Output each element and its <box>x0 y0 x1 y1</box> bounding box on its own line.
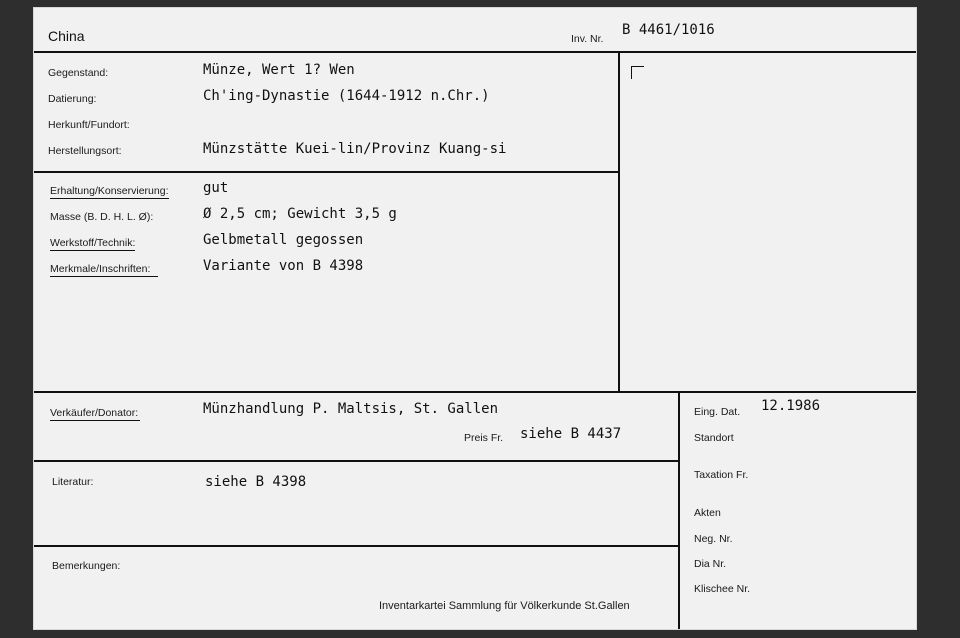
gegenstand-value: Münze, Wert 1? Wen <box>203 62 355 78</box>
literatur-value: siehe B 4398 <box>205 474 307 490</box>
photo-corner-mark <box>631 66 644 79</box>
herkunft-label: Herkunft/Fundort: <box>48 119 130 131</box>
klischee-nr-label: Klischee Nr. <box>694 583 751 595</box>
institution-footer: Inventarkartei Sammlung für Völkerkunde St.Gallen <box>379 600 630 612</box>
bemerkungen-label: Bemerkungen: <box>52 560 121 572</box>
inventory-number-label: Inv. Nr. <box>571 33 604 45</box>
dia-nr-label: Dia Nr. <box>694 558 727 570</box>
masse-label: Masse (B. D. H. L. Ø): <box>50 211 154 223</box>
catalog-card <box>33 7 917 630</box>
vertical-divider-upper <box>618 51 620 392</box>
datierung-value: Ch'ing-Dynastie (1644-1912 n.Chr.) <box>203 88 490 104</box>
werkstoff-value: Gelbmetall gegossen <box>203 232 364 248</box>
verkaeufer-label: Verkäufer/Donator: <box>50 407 139 419</box>
taxation-label: Taxation Fr. <box>694 469 749 481</box>
preis-value: siehe B 4437 <box>520 426 622 442</box>
vertical-divider-lower <box>678 391 680 629</box>
herstellungsort-value: Münzstätte Kuei-lin/Provinz Kuang-si <box>203 141 507 157</box>
literature-divider <box>34 545 679 547</box>
region-title: China <box>48 28 85 44</box>
standort-label: Standort <box>694 432 734 444</box>
masse-value: Ø 2,5 cm; Gewicht 3,5 g <box>203 206 397 222</box>
werkstoff-label: Werkstoff/Technik: <box>50 237 136 249</box>
erhaltung-value: gut <box>203 180 229 196</box>
erhaltung-label: Erhaltung/Konservierung: <box>50 185 169 197</box>
header-divider <box>34 51 916 53</box>
datierung-label: Datierung: <box>48 93 97 105</box>
eing-dat-value: 12.1986 <box>761 398 821 414</box>
object-divider <box>34 171 619 173</box>
middle-divider <box>34 391 916 393</box>
preis-label: Preis Fr. <box>464 432 504 444</box>
acquisition-divider <box>34 460 679 462</box>
gegenstand-label: Gegenstand: <box>48 67 109 79</box>
literatur-label: Literatur: <box>52 476 94 488</box>
merkmale-label: Merkmale/Inschriften: <box>50 263 158 277</box>
eing-dat-label: Eing. Dat. <box>694 406 741 418</box>
verkaeufer-value: Münzhandlung P. Maltsis, St. Gallen <box>203 401 499 417</box>
neg-nr-label: Neg. Nr. <box>694 533 733 545</box>
herstellungsort-label: Herstellungsort: <box>48 145 122 157</box>
akten-label: Akten <box>694 507 721 519</box>
inventory-number-value: B 4461/1016 <box>622 22 715 38</box>
merkmale-value: Variante von B 4398 <box>203 258 364 274</box>
